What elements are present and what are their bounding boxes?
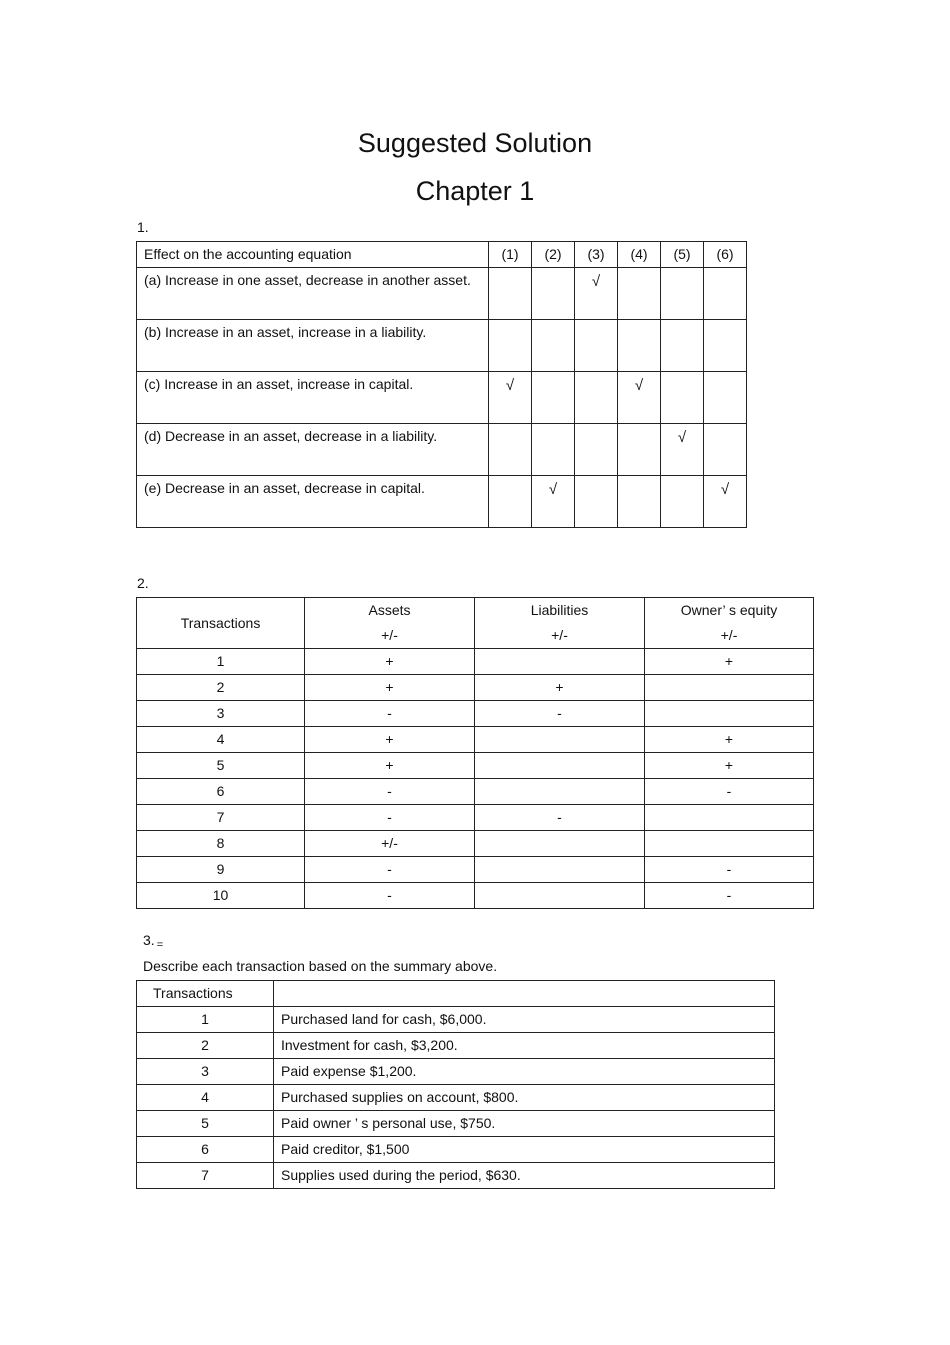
table-header-row bbox=[137, 598, 814, 649]
check-cell bbox=[489, 320, 532, 372]
liabilities-sign: +/- bbox=[551, 627, 568, 643]
check-cell bbox=[704, 320, 747, 372]
check-cell bbox=[489, 424, 532, 476]
table-row bbox=[137, 320, 747, 372]
check-cell bbox=[575, 320, 618, 372]
transaction-description: Purchased land for cash, $6,000. bbox=[274, 1007, 775, 1033]
check-cell bbox=[704, 268, 747, 320]
table-row bbox=[137, 1111, 775, 1137]
check-cell bbox=[532, 372, 575, 424]
check-cell bbox=[618, 424, 661, 476]
table-row bbox=[137, 649, 814, 675]
transaction-number: 6 bbox=[137, 1137, 274, 1163]
check-cell bbox=[661, 320, 704, 372]
transaction-number: 9 bbox=[137, 857, 305, 883]
table-row bbox=[137, 805, 814, 831]
liabilities-cell bbox=[475, 649, 645, 675]
question-2-number: 2. bbox=[137, 575, 149, 591]
check-cell bbox=[661, 268, 704, 320]
question-3-instruction: Describe each transaction based on the summary above. bbox=[143, 958, 498, 974]
table-row bbox=[137, 476, 747, 528]
assets-cell: - bbox=[305, 857, 475, 883]
transaction-number: 5 bbox=[137, 753, 305, 779]
table-header-row bbox=[137, 242, 747, 268]
liabilities-cell bbox=[475, 857, 645, 883]
assets-cell: + bbox=[305, 727, 475, 753]
check-cell: √ bbox=[704, 476, 747, 528]
liabilities-cell bbox=[475, 831, 645, 857]
header-cell: (3) bbox=[575, 242, 618, 268]
equity-label: Owner’ s equity bbox=[680, 602, 778, 618]
transaction-number: 2 bbox=[137, 1033, 274, 1059]
liabilities-cell bbox=[475, 727, 645, 753]
check-cell: √ bbox=[661, 424, 704, 476]
header-transactions: Transactions bbox=[137, 981, 274, 1007]
transaction-number: 4 bbox=[137, 727, 305, 753]
equity-cell bbox=[645, 805, 814, 831]
transaction-description: Supplies used during the period, $630. bbox=[274, 1163, 775, 1189]
check-cell bbox=[575, 476, 618, 528]
check-cell: √ bbox=[575, 268, 618, 320]
liabilities-cell: + bbox=[475, 675, 645, 701]
header-cell: (1) bbox=[489, 242, 532, 268]
equity-cell: + bbox=[645, 649, 814, 675]
liabilities-cell: - bbox=[475, 701, 645, 727]
header-liabilities bbox=[475, 598, 645, 649]
check-cell bbox=[575, 372, 618, 424]
check-cell bbox=[532, 320, 575, 372]
check-cell bbox=[704, 424, 747, 476]
check-cell: √ bbox=[489, 372, 532, 424]
assets-label: Assets bbox=[368, 602, 411, 618]
check-cell bbox=[575, 424, 618, 476]
check-cell bbox=[489, 268, 532, 320]
assets-sign: +/- bbox=[381, 627, 398, 643]
assets-cell: + bbox=[305, 675, 475, 701]
equity-sign: +/- bbox=[720, 627, 738, 643]
check-cell bbox=[618, 476, 661, 528]
check-cell bbox=[704, 372, 747, 424]
assets-cell: + bbox=[305, 649, 475, 675]
chapter-title: Chapter 1 bbox=[415, 176, 535, 206]
check-cell bbox=[532, 268, 575, 320]
equity-cell: - bbox=[645, 857, 814, 883]
check-cell bbox=[532, 424, 575, 476]
header-cell: (6) bbox=[704, 242, 747, 268]
table-row bbox=[137, 1059, 775, 1085]
liabilities-cell bbox=[475, 883, 645, 909]
equity-cell bbox=[645, 831, 814, 857]
effect-label: (d) Decrease in an asset, decrease in a liability. bbox=[137, 424, 489, 476]
transaction-descriptions-table bbox=[136, 980, 775, 1189]
question-1-number: 1. bbox=[137, 219, 149, 235]
table-row bbox=[137, 701, 814, 727]
header-cell: (5) bbox=[661, 242, 704, 268]
question-3-label: 3. bbox=[143, 932, 155, 948]
equity-cell: + bbox=[645, 727, 814, 753]
transaction-number: 3 bbox=[137, 701, 305, 727]
equity-cell: - bbox=[645, 883, 814, 909]
effect-label: (a) Increase in one asset, decrease in another asset. bbox=[137, 268, 489, 320]
transaction-effects-table bbox=[136, 597, 814, 909]
transaction-description: Paid owner ’ s personal use, $750. bbox=[274, 1111, 775, 1137]
liabilities-cell: - bbox=[475, 805, 645, 831]
assets-cell: +/- bbox=[305, 831, 475, 857]
table-header-row bbox=[137, 981, 775, 1007]
transaction-number: 5 bbox=[137, 1111, 274, 1137]
table-row bbox=[137, 753, 814, 779]
transaction-description: Purchased supplies on account, $800. bbox=[274, 1085, 775, 1111]
assets-cell: - bbox=[305, 779, 475, 805]
table-row bbox=[137, 831, 814, 857]
header-assets bbox=[305, 598, 475, 649]
check-cell bbox=[489, 476, 532, 528]
equity-cell bbox=[645, 701, 814, 727]
liabilities-cell bbox=[475, 753, 645, 779]
table-row bbox=[137, 675, 814, 701]
table-row bbox=[137, 1137, 775, 1163]
transaction-number: 3 bbox=[137, 1059, 274, 1085]
table-row bbox=[137, 779, 814, 805]
check-cell bbox=[661, 476, 704, 528]
transaction-number: 1 bbox=[137, 649, 305, 675]
effect-label: (e) Decrease in an asset, decrease in capital. bbox=[137, 476, 489, 528]
table-row bbox=[137, 268, 747, 320]
question-3-number bbox=[143, 932, 163, 951]
transaction-number: 2 bbox=[137, 675, 305, 701]
transaction-number: 7 bbox=[137, 1163, 274, 1189]
equity-cell: - bbox=[645, 779, 814, 805]
accounting-effects-table bbox=[136, 241, 747, 528]
header-cell: Effect on the accounting equation bbox=[137, 242, 489, 268]
table-row bbox=[137, 1163, 775, 1189]
check-cell: √ bbox=[618, 372, 661, 424]
assets-cell: - bbox=[305, 805, 475, 831]
table-row bbox=[137, 1033, 775, 1059]
liabilities-cell bbox=[475, 779, 645, 805]
transaction-number: 8 bbox=[137, 831, 305, 857]
table-row bbox=[137, 727, 814, 753]
check-cell: √ bbox=[532, 476, 575, 528]
transaction-number: 7 bbox=[137, 805, 305, 831]
check-cell bbox=[618, 320, 661, 372]
header-description bbox=[274, 981, 775, 1007]
liabilities-label: Liabilities bbox=[530, 602, 589, 618]
question-3-mark: = bbox=[156, 939, 164, 951]
equity-cell: + bbox=[645, 753, 814, 779]
table-row bbox=[137, 424, 747, 476]
transaction-description: Paid expense $1,200. bbox=[274, 1059, 775, 1085]
table-row bbox=[137, 1007, 775, 1033]
transaction-description: Investment for cash, $3,200. bbox=[274, 1033, 775, 1059]
equity-cell bbox=[645, 675, 814, 701]
transaction-description: Paid creditor, $1,500 bbox=[274, 1137, 775, 1163]
check-cell bbox=[618, 268, 661, 320]
transaction-number: 4 bbox=[137, 1085, 274, 1111]
table-row bbox=[137, 857, 814, 883]
transaction-number: 6 bbox=[137, 779, 305, 805]
assets-cell: + bbox=[305, 753, 475, 779]
table-row bbox=[137, 1085, 775, 1111]
table-row bbox=[137, 883, 814, 909]
check-cell bbox=[661, 372, 704, 424]
table-row bbox=[137, 372, 747, 424]
page-title: Suggested Solution bbox=[357, 128, 593, 158]
assets-cell: - bbox=[305, 883, 475, 909]
effect-label: (c) Increase in an asset, increase in capital. bbox=[137, 372, 489, 424]
header-cell: (2) bbox=[532, 242, 575, 268]
effect-label: (b) Increase in an asset, increase in a liability. bbox=[137, 320, 489, 372]
transaction-number: 10 bbox=[137, 883, 305, 909]
header-transactions: Transactions bbox=[137, 598, 305, 649]
assets-cell: - bbox=[305, 701, 475, 727]
header-equity bbox=[645, 598, 814, 649]
transaction-number: 1 bbox=[137, 1007, 274, 1033]
header-cell: (4) bbox=[618, 242, 661, 268]
